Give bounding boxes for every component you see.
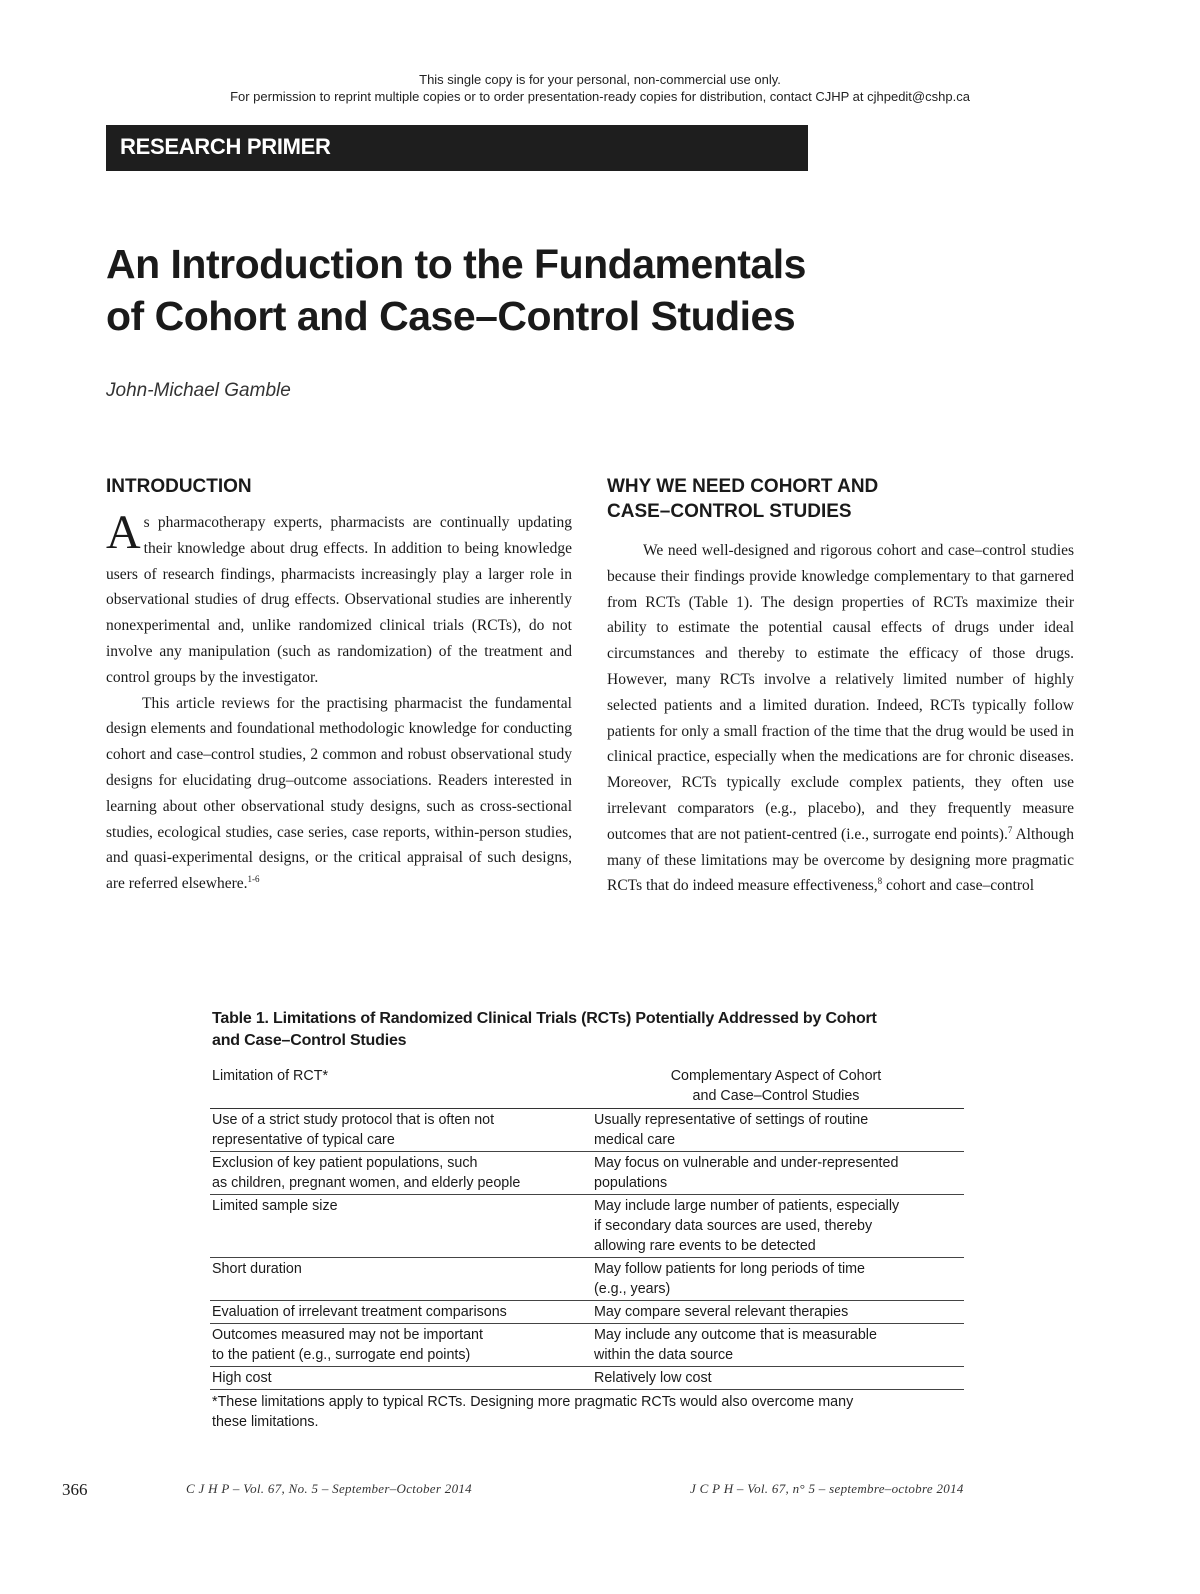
cell-line: if secondary data sources are used, thereby bbox=[594, 1218, 873, 1234]
table-row bbox=[210, 1367, 964, 1390]
complementary-cell bbox=[588, 1195, 964, 1258]
table-header-row bbox=[210, 1066, 964, 1109]
cell-line: May include large number of patients, especially bbox=[594, 1198, 900, 1214]
table-caption bbox=[212, 1008, 972, 1052]
cell-line: as children, pregnant women, and elderly people bbox=[212, 1175, 521, 1191]
intro-paragraph-2 bbox=[106, 691, 572, 897]
intro-paragraph-1-text: s pharmacotherapy experts, pharmacists are continually updating their knowledge about drug effects. In addition to being knowledge users of research findings, pharmacists increasingly play a larger role in observational studies of drug effects. Observational studies are inherently nonexperimental and, unlike randomized clinical trials (RCTs), do not involve any manipulation (such as randomization) of the treatment and control groups by the investigator. bbox=[106, 514, 572, 686]
why-text-part-2: Although many of these limitations may be overcome by designing more pragmatic RCTs that do indeed measure effectiveness, bbox=[607, 825, 1075, 895]
table-caption-line-2: and Case–Control Studies bbox=[212, 1032, 407, 1049]
citation-superscript: 7 bbox=[1007, 824, 1013, 835]
cell-line: May compare several relevant therapies bbox=[594, 1304, 849, 1320]
cell-line: May focus on vulnerable and under-represented bbox=[594, 1155, 899, 1171]
table-row bbox=[210, 1195, 964, 1258]
article-title bbox=[106, 238, 1006, 342]
why-heading-line-2: CASE–CONTROL STUDIES bbox=[607, 501, 852, 522]
section-banner bbox=[106, 125, 808, 171]
article-title-line-2: of Cohort and Case–Control Studies bbox=[106, 293, 796, 339]
cell-line: Evaluation of irrelevant treatment comparisons bbox=[212, 1304, 507, 1320]
table-row bbox=[210, 1301, 964, 1324]
table-header-limitation: Limitation of RCT* bbox=[210, 1066, 588, 1109]
limitation-cell bbox=[210, 1195, 588, 1258]
section-label: RESEARCH PRIMER bbox=[120, 134, 331, 159]
intro-paragraph-1 bbox=[106, 506, 572, 691]
author-name: John-Michael Gamble bbox=[106, 380, 291, 401]
copyright-notice-line-1: This single copy is for your personal, non-commercial use only. bbox=[419, 72, 781, 87]
complementary-cell bbox=[588, 1152, 964, 1195]
table-row bbox=[210, 1152, 964, 1195]
intro-heading: INTRODUCTION bbox=[106, 476, 252, 497]
cell-line: (e.g., years) bbox=[594, 1281, 671, 1297]
citation-superscript: 1-6 bbox=[247, 874, 260, 884]
cell-line: Exclusion of key patient populations, such bbox=[212, 1155, 478, 1171]
limitation-cell bbox=[210, 1367, 588, 1390]
why-heading bbox=[607, 474, 878, 524]
complementary-cell bbox=[588, 1109, 964, 1152]
drop-cap: A bbox=[106, 506, 141, 559]
why-text-part-3: cohort and case–control bbox=[882, 877, 1035, 895]
limitation-cell bbox=[210, 1152, 588, 1195]
why-column bbox=[607, 538, 1074, 899]
table-footnote bbox=[212, 1392, 972, 1432]
cell-line: medical care bbox=[594, 1132, 676, 1148]
cell-line: High cost bbox=[212, 1370, 272, 1386]
table-footnote-line-2: these limitations. bbox=[212, 1414, 319, 1430]
cell-line: May follow patients for long periods of time bbox=[594, 1261, 865, 1277]
cell-line: Usually representative of settings of routine bbox=[594, 1112, 869, 1128]
intro-paragraph-2-text: This article reviews for the practising pharmacist the fundamental design elements and foundational methodologic knowledge for conducting cohort and case–control studies, 2 common and robust observational study designs for elucidating drug–outcome associations. Readers interested in learning about other observational study designs, such as cross-sectional studies, ecological studies, case series, case reports, within-person studies, and quasi-experimental designs, or the critical appraisal of such designs, are referred elsewhere. bbox=[106, 694, 572, 893]
table-row bbox=[210, 1258, 964, 1301]
citation-superscript: 8 bbox=[877, 876, 883, 887]
cell-line: Outcomes measured may not be important bbox=[212, 1327, 483, 1343]
table-header-complementary bbox=[588, 1066, 964, 1109]
table-caption-line-1: Table 1. Limitations of Randomized Clinical Trials (RCTs) Potentially Addressed by Cohort bbox=[212, 1010, 877, 1027]
cell-line: representative of typical care bbox=[212, 1132, 395, 1148]
limitation-cell bbox=[210, 1324, 588, 1367]
complementary-cell bbox=[588, 1258, 964, 1301]
limitation-cell bbox=[210, 1258, 588, 1301]
cell-line: Relatively low cost bbox=[594, 1370, 712, 1386]
cell-line: Short duration bbox=[212, 1261, 302, 1277]
intro-column bbox=[106, 506, 572, 897]
complementary-cell bbox=[588, 1324, 964, 1367]
complementary-cell bbox=[588, 1367, 964, 1390]
cell-line: within the data source bbox=[594, 1347, 734, 1363]
cell-line: populations bbox=[594, 1175, 668, 1191]
journal-citation-french: J C P H – Vol. 67, n° 5 – septembre–octobre 2014 bbox=[690, 1481, 964, 1496]
cell-line: Limited sample size bbox=[212, 1198, 338, 1214]
table-header-complementary-line-2: and Case–Control Studies bbox=[692, 1088, 860, 1104]
article-title-line-1: An Introduction to the Fundamentals bbox=[106, 241, 806, 287]
why-heading-line-1: WHY WE NEED COHORT AND bbox=[607, 476, 879, 497]
why-paragraph bbox=[607, 538, 1074, 899]
table-header-complementary-line-1: Complementary Aspect of Cohort bbox=[670, 1068, 882, 1084]
cell-line: to the patient (e.g., surrogate end points) bbox=[212, 1347, 471, 1363]
page-number: 366 bbox=[62, 1480, 88, 1499]
journal-citation-english: C J H P – Vol. 67, No. 5 – September–October 2014 bbox=[186, 1481, 472, 1496]
table-row bbox=[210, 1109, 964, 1152]
complementary-cell bbox=[588, 1301, 964, 1324]
why-text-part-1: We need well-designed and rigorous cohort and case–control studies because their findings provide knowledge complementary to that garnered from RCTs (Table 1). The design properties of RCTs maximize their ability to estimate the potential causal effects of drugs under ideal circumstances and thereby to estimate the efficacy of those drugs. However, many RCTs involve a relatively limited number of highly selected patients and a limited duration. Indeed, RCTs typically follow patients for only a small fraction of the time that the drug would be used in clinical practice, especially when the medications are for chronic diseases. Moreover, RCTs typically exclude complex patients, they often use irrelevant comparators (e.g., placebo), and they frequently measure outcomes that are not patient-centred (i.e., surrogate end points). bbox=[607, 542, 1074, 843]
cell-line: May include any outcome that is measurable bbox=[594, 1327, 877, 1343]
limitations-table bbox=[210, 1066, 964, 1390]
copyright-notice-line-2: For permission to reprint multiple copies or to order presentation-ready copies for distribution, contact CJHP at cjhpedit@cshp.ca bbox=[230, 89, 970, 104]
table-footnote-line-1: *These limitations apply to typical RCTs. Designing more pragmatic RCTs would also overcome many bbox=[212, 1394, 854, 1410]
cell-line: allowing rare events to be detected bbox=[594, 1238, 816, 1254]
limitation-cell bbox=[210, 1301, 588, 1324]
cell-line: Use of a strict study protocol that is often not bbox=[212, 1112, 495, 1128]
limitation-cell bbox=[210, 1109, 588, 1152]
table-row bbox=[210, 1324, 964, 1367]
